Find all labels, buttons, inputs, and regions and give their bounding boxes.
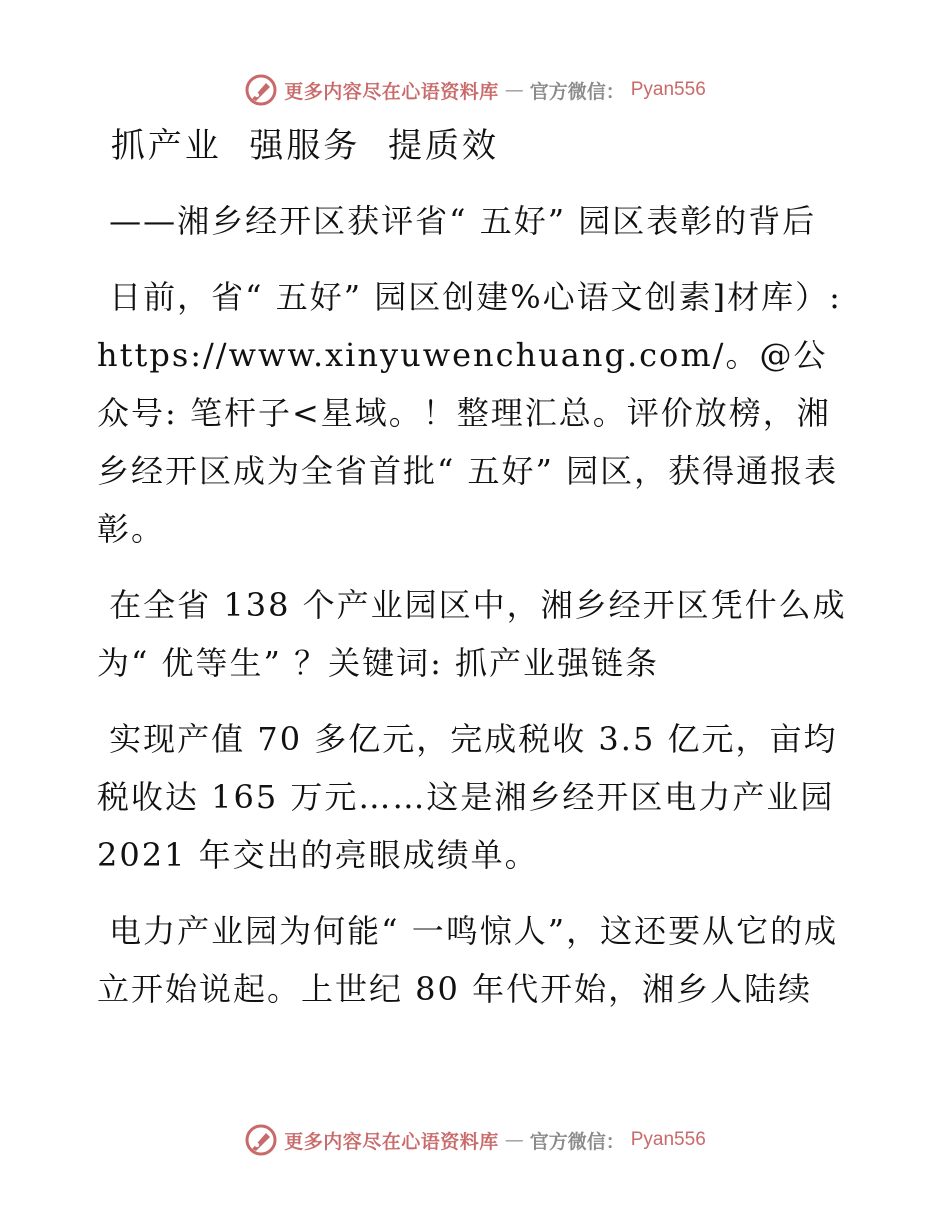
footer-watermark-banner [0,1120,950,1160]
document-body [97,120,857,1036]
subtitle-paragraph: ——湘乡经开区获评省“ 五好” 园区表彰的背后 [97,202,817,240]
pen-nib-logo-icon [244,1123,278,1157]
body-paragraph: 实现产值 70 多亿元，完成税收 3.5 亿元，亩均税收达 165 万元……这是湘乡经开区电力产业园 2021 年交出的亮眼成绩单。 [97,720,847,874]
watermark-wechat-label: 官方微信： [529,80,625,103]
body-paragraph: 日前，省“ 五好” 园区创建%心语文创素]材库）: https://www.xinyuwenchuang.com/。@公众号: 笔杆子<星域。！整理汇总。评价放榜，湘乡经开区成为全省首批“ 五好” 园区，获得通报表彰。 [97,278,855,548]
body-paragraph: 电力产业园为何能“ 一鸣惊人”，这还要从它的成立开始说起。上世纪 80 年代开始，湘乡人陆续 [97,912,839,1008]
watermark-dash: — [504,1129,524,1151]
watermark-wechat-id: Pyan556 [630,79,706,100]
watermark-wechat-label: 官方微信： [529,1130,625,1153]
watermark-text: 更多内容尽在心语资料库 [284,1130,499,1153]
watermark-text: 更多内容尽在心语资料库 [284,80,499,103]
body-paragraph: 在全省 138 个产业园区中，湘乡经开区凭什么成为“ 优等生” ？关键词: 抓产业强链条 [97,586,847,682]
header-watermark-banner [0,70,950,110]
document-title: 抓产业 强服务 提质效 [97,126,500,166]
watermark-dash: — [504,79,524,101]
watermark-wechat-id: Pyan556 [630,1129,706,1150]
pen-nib-logo-icon [244,73,278,107]
